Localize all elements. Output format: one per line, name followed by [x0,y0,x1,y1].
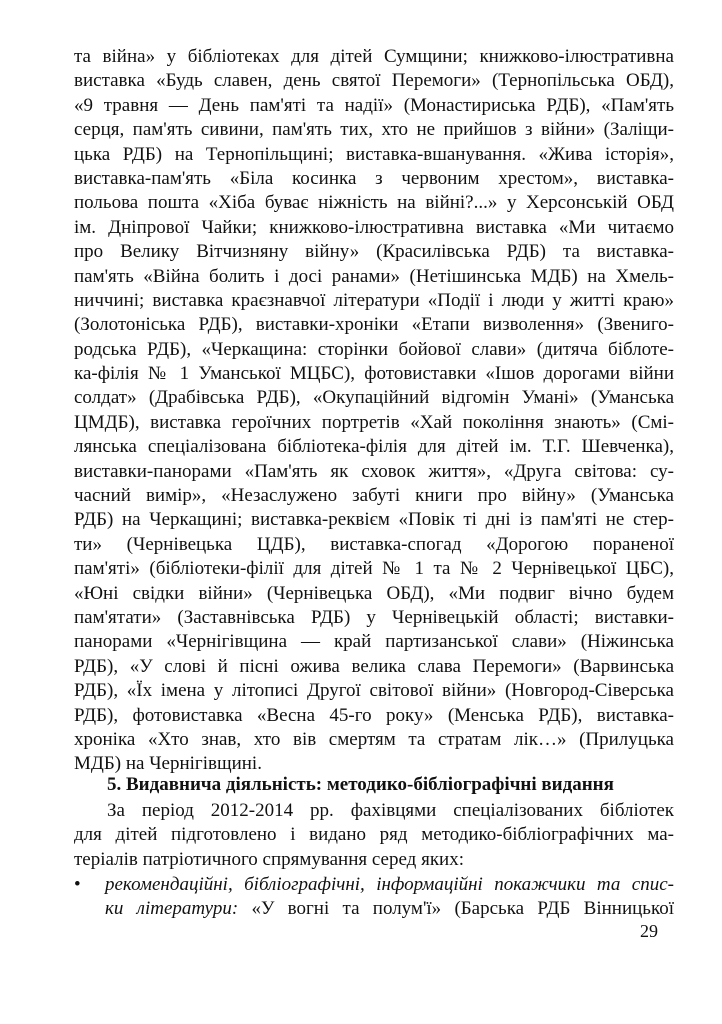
text-line: РДБ), «Їх імена у літописі Другої світової війни» (Новгород-Сіверська [74,680,674,702]
text-line: серця, пам'ять сивини, пам'ять тих, хто не прийшов з війни» (Заліщи- [74,119,674,141]
intro-paragraph [74,799,674,872]
text-line: виставка-пам'ять «Біла косинка з червоним хрестом», виставка- [74,167,674,189]
text-line: ниччині; виставка краєзнавчої літератури «Події і люди у житті краю» [74,289,674,311]
bullet-line-italic: ки літератури: [105,898,239,920]
text-line: родська РДБ), «Черкащина: сторінки бойової слави» (дитяча біблоте- [74,338,674,360]
text-line: За період 2012-2014 рр. фахівцями спеціалізованих бібліотек [107,800,674,821]
text-line: РДБ), фотовиставка «Весна 45-го року» (Менська РДБ), виставка- [74,704,674,726]
bullet-line-rest: «У вогні та полум'ї» (Барська РДБ Вінницької [238,898,674,920]
page-number: 29 [640,921,658,941]
section-heading: 5. Видавнича діяльність: методико-бібліографічні видання [107,774,614,795]
bullet-line [105,897,674,921]
text-line: (Золотоніська РДБ), виставки-хроніки «Етапи визволення» (Звениго- [74,314,674,336]
text-line: виставки-панорами «Пам'ять як сховок життя», «Друга світова: су- [74,460,674,482]
text-line: «9 травня — День пам'яті та надії» (Монастириська РДБ), «Пам'ять [74,94,674,116]
text-line: теріалів патріотичного спрямування серед яких: [74,848,464,870]
body-paragraph [74,45,674,777]
text-line: виставка «Будь славен, день святої Перемоги» (Тернопільська ОБД), [74,70,674,92]
bullet-item [74,873,674,922]
text-line: пам'ятати» (Заставнівська РДБ) у Чернівецькій області; виставки- [74,606,674,628]
text-line: МДБ) на Чернігівщині. [74,753,262,775]
text-line: пам'яті» (бібліотеки-філії для дітей № 1 та № 2 Чернівецької ЦБС), [74,558,674,580]
text-line: та війна» у бібліотеках для дітей Сумщини; книжково-ілюстративна [74,46,674,67]
text-line: ім. Дніпрової Чайки; книжково-ілюстративна виставка «Ми читаємо [74,216,674,238]
text-line: «Юні свідки війни» (Чернівецька ОБД), «Ми подвиг вічно будем [74,582,674,604]
text-line: пам'ять «Війна болить і досі ранами» (Нетішинська МДБ) на Хмель- [74,265,674,287]
text-line: РДБ), «У слові й пісні ожива велика слава Перемоги» (Варвинська [74,655,674,677]
bullet-line-italic: рекомендаційні, бібліографічні, інформаційні покажчики та спис- [105,874,674,895]
text-line: часний вимір», «Незаслужено забуті книги про війну» (Уманська [74,485,674,507]
text-line: ти» (Чернівецька ЦДБ), виставка-спогад «Дорогою пораненої [74,533,674,555]
text-line: РДБ) на Черкащині; виставка-реквієм «Повік ті дні із пам'яті не стер- [74,509,674,531]
text-line: панорами «Чернігівщина — край партизанської слави» (Ніжинська [74,631,674,653]
bullet-text [105,873,674,922]
text-line: цька РДБ) на Тернопільщині; виставка-вшанування. «Жива історія», [74,143,674,165]
text-line: хроніка «Хто знав, хто вів смертям та стратам лік…» (Прилуцька [74,728,674,750]
text-line: польова пошта «Хіба буває ніжність на війні?...» у Херсонській ОБД [74,192,674,214]
bullet-line [105,873,674,897]
text-line: солдат» (Драбівська РДБ), «Окупаційний відгомін Умані» (Уманська [74,387,674,409]
text-line: про Велику Вітчизняну війну» (Красилівська РДБ) та виставка- [74,241,674,263]
text-line: ЦМДБ), виставка героїчних портретів «Хай покоління знають» (Смі- [74,411,674,433]
text-line: лянська спеціалізована бібліотека-філія для дітей ім. Т.Г. Шевченка), [74,436,674,458]
text-line: для дітей підготовлено і видано ряд методико-бібліографічних ма- [74,824,674,846]
text-line: ка-філія № 1 Уманської МЦБС), фотовиставки «Ішов дорогами війни [74,363,674,385]
bullet-icon: • [74,874,81,895]
